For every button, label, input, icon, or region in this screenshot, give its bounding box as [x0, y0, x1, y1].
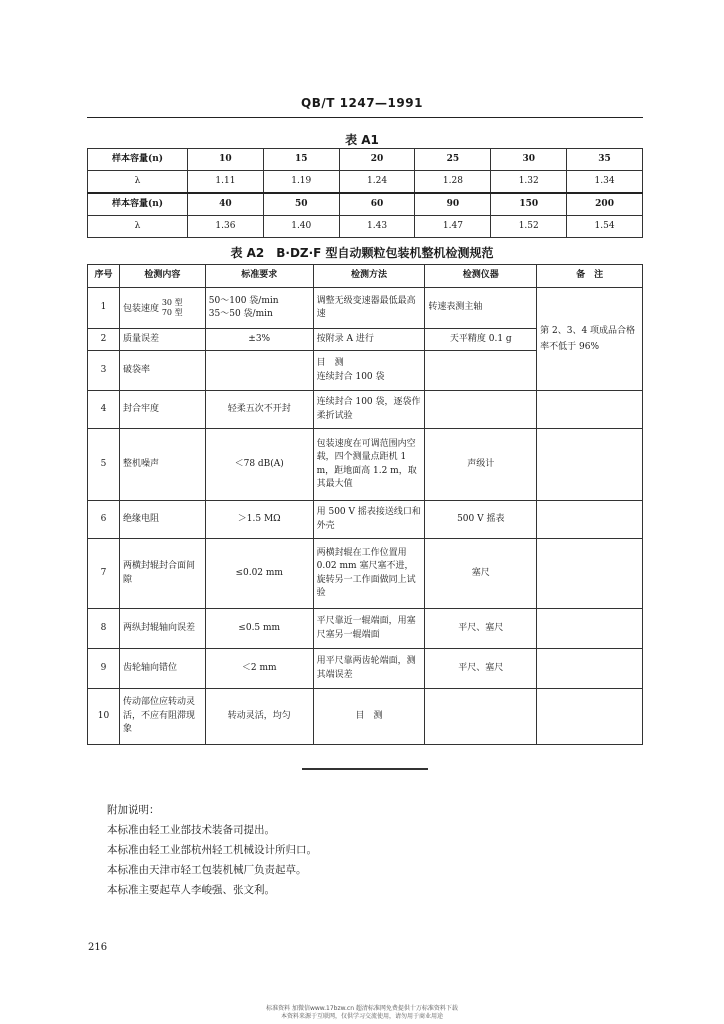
row-header-n: 样本容量(n)	[88, 149, 188, 171]
table-cell: 1.47	[415, 216, 491, 238]
item-cell: 破袋率	[119, 351, 205, 391]
table-row	[88, 171, 643, 194]
table-cell: 30	[491, 149, 567, 171]
instrument-cell	[425, 391, 537, 429]
table-row	[88, 391, 643, 429]
table-a2-caption: 表 A2 B·DZ·F 型自动颗粒包装机整机检测规范	[230, 246, 494, 260]
method-cell: 用平尺靠两齿轮端面，测其端误差	[313, 649, 425, 689]
table-cell: 1.54	[567, 216, 643, 238]
row-no: 8	[88, 609, 120, 649]
instrument-cell: 500 V 摇表	[425, 501, 537, 539]
col-header-req: 标准要求	[205, 265, 313, 288]
method-cell: 平尺靠近一辊端面，用塞尺塞另一辊端面	[313, 609, 425, 649]
row-no: 3	[88, 351, 120, 391]
req-cell	[205, 351, 313, 391]
col-header-method: 检测方法	[313, 265, 425, 288]
item-cell: 整机噪声	[119, 429, 205, 501]
table-cell: 200	[567, 193, 643, 216]
table-cell: 1.11	[188, 171, 264, 194]
row-no: 1	[88, 288, 120, 329]
req-cell: ≤0.02 mm	[205, 539, 313, 609]
footer-line-1[interactable]: 标准资料 加微信www.17bzw.cn 超清标准网免费提供十万标准资料下载	[266, 1005, 458, 1012]
col-header-no: 序号	[88, 265, 120, 288]
table-cell: 35	[567, 149, 643, 171]
req-cell: 轻柔五次不开封	[205, 391, 313, 429]
req-cell: ≤0.5 mm	[205, 609, 313, 649]
table-row	[88, 288, 643, 329]
table-row	[88, 429, 643, 501]
row-header-lambda: λ	[88, 171, 188, 194]
row-header-n: 样本容量(n)	[88, 193, 188, 216]
item-cell: 质量误差	[119, 329, 205, 351]
table-cell: 1.36	[188, 216, 264, 238]
method-cell: 目 测	[313, 689, 425, 745]
row-no: 10	[88, 689, 120, 745]
table-cell: 1.32	[491, 171, 567, 194]
remark-cell-empty	[537, 391, 643, 429]
table-cell: 15	[263, 149, 339, 171]
item-cell: 封合牢度	[119, 391, 205, 429]
notes-line: 本标准由天津市轻工包装机械厂负责起草。	[107, 864, 307, 876]
row-no: 6	[88, 501, 120, 539]
table-a1-caption: 表 A1	[345, 133, 379, 147]
additional-notes	[107, 800, 317, 900]
item-sub-30: 30 型	[161, 297, 183, 307]
item-label: 包装速度	[122, 303, 159, 314]
method-cell: 连续封合 100 袋，逐袋作柔折试验	[313, 391, 425, 429]
req-cell: ±3%	[205, 329, 313, 351]
footer-line-2: 本资料来源于互联网，仅供学习交流使用，请勿用于商业用途	[280, 1013, 443, 1020]
table-cell: 90	[415, 193, 491, 216]
instrument-cell: 声级计	[425, 429, 537, 501]
row-header-lambda: λ	[88, 216, 188, 238]
remark-cell-empty	[537, 539, 643, 609]
item-cell: 齿轮轴向错位	[119, 649, 205, 689]
table-row	[88, 216, 643, 238]
table-cell: 1.28	[415, 171, 491, 194]
table-a1	[87, 148, 643, 238]
table-a2	[87, 264, 643, 745]
notes-title: 附加说明：	[107, 804, 160, 816]
req-cell: ＜2 mm	[205, 649, 313, 689]
remark-cell-empty	[537, 649, 643, 689]
req-cell: ＞1.5 MΩ	[205, 501, 313, 539]
table-cell: 1.40	[263, 216, 339, 238]
item-cell: 两纵封辊轴向误差	[119, 609, 205, 649]
footer-watermark	[0, 1005, 724, 1021]
table-cell: 1.43	[339, 216, 415, 238]
req-cell: 转动灵活，均匀	[205, 689, 313, 745]
table-cell: 1.52	[491, 216, 567, 238]
table-row	[88, 149, 643, 171]
table-row	[88, 649, 643, 689]
col-header-item: 检测内容	[119, 265, 205, 288]
table-row	[88, 193, 643, 216]
row-no: 5	[88, 429, 120, 501]
method-cell: 调整无级变速器最低最高速	[313, 288, 425, 329]
table-cell: 150	[491, 193, 567, 216]
req-line-1: 50～100 袋/min	[208, 295, 279, 306]
method-cell: 用 500 V 摇表接送线口和外壳	[313, 501, 425, 539]
item-cell: 两横封辊封合面间隙	[119, 539, 205, 609]
method-line-1: 目 测	[316, 358, 344, 368]
table-cell: 25	[415, 149, 491, 171]
table-cell: 20	[339, 149, 415, 171]
item-cell	[119, 288, 205, 329]
method-cell: 两横封辊在工作位置用 0.02 mm 塞尺塞不进，旋转另一工作面做同上试验	[313, 539, 425, 609]
instrument-cell: 天平精度 0.1 g	[425, 329, 537, 351]
instrument-cell: 平尺、塞尺	[425, 609, 537, 649]
table-cell: 60	[339, 193, 415, 216]
table-cell: 1.19	[263, 171, 339, 194]
table-cell: 1.24	[339, 171, 415, 194]
table-row	[88, 539, 643, 609]
instrument-cell	[425, 689, 537, 745]
row-no: 2	[88, 329, 120, 351]
method-cell: 包装速度在可调范围内空载，四个测量点距机 1 m，距地面高 1.2 m，取其最大值	[313, 429, 425, 501]
item-cell: 绝缘电阻	[119, 501, 205, 539]
notes-line: 本标准由轻工业部杭州轻工机械设计所归口。	[107, 844, 317, 856]
header-rule	[87, 117, 643, 118]
req-cell: ＜78 dB(A)	[205, 429, 313, 501]
end-rule	[302, 768, 428, 770]
req-cell	[205, 288, 313, 329]
table-header-row	[88, 265, 643, 288]
remark-cell: 第 2、3、4 项成品合格率不低于 96%	[537, 288, 643, 391]
col-header-instrument: 检测仪器	[425, 265, 537, 288]
req-line-2: 35～50 袋/min	[208, 309, 273, 319]
remark-cell-empty	[537, 429, 643, 501]
row-no: 7	[88, 539, 120, 609]
remark-cell-empty	[537, 609, 643, 649]
table-cell: 50	[263, 193, 339, 216]
notes-line: 本标准由轻工业部技术装备司提出。	[107, 824, 275, 836]
table-row	[88, 609, 643, 649]
table-cell: 1.34	[567, 171, 643, 194]
instrument-cell: 转速表测主轴	[425, 288, 537, 329]
table-cell: 40	[188, 193, 264, 216]
table-row	[88, 501, 643, 539]
col-header-remark: 备 注	[537, 265, 643, 288]
method-cell	[313, 351, 425, 391]
instrument-cell: 平尺、塞尺	[425, 649, 537, 689]
item-sub-70: 70 型	[161, 308, 183, 317]
notes-line: 本标准主要起草人李峻强、张文利。	[107, 884, 275, 896]
standard-number-header: QB/T 1247—1991	[301, 96, 423, 110]
item-cell: 传动部位应转动灵活，不应有阻滞现象	[119, 689, 205, 745]
item-sub-group	[162, 298, 183, 319]
remark-cell-empty	[537, 689, 643, 745]
instrument-cell	[425, 351, 537, 391]
page-number: 216	[88, 942, 108, 953]
table-row	[88, 689, 643, 745]
row-no: 9	[88, 649, 120, 689]
table-cell: 10	[188, 149, 264, 171]
method-line-2: 连续封合 100 袋	[316, 371, 385, 382]
instrument-cell: 塞尺	[425, 539, 537, 609]
method-cell: 按附录 A 进行	[313, 329, 425, 351]
remark-cell-empty	[537, 501, 643, 539]
row-no: 4	[88, 391, 120, 429]
